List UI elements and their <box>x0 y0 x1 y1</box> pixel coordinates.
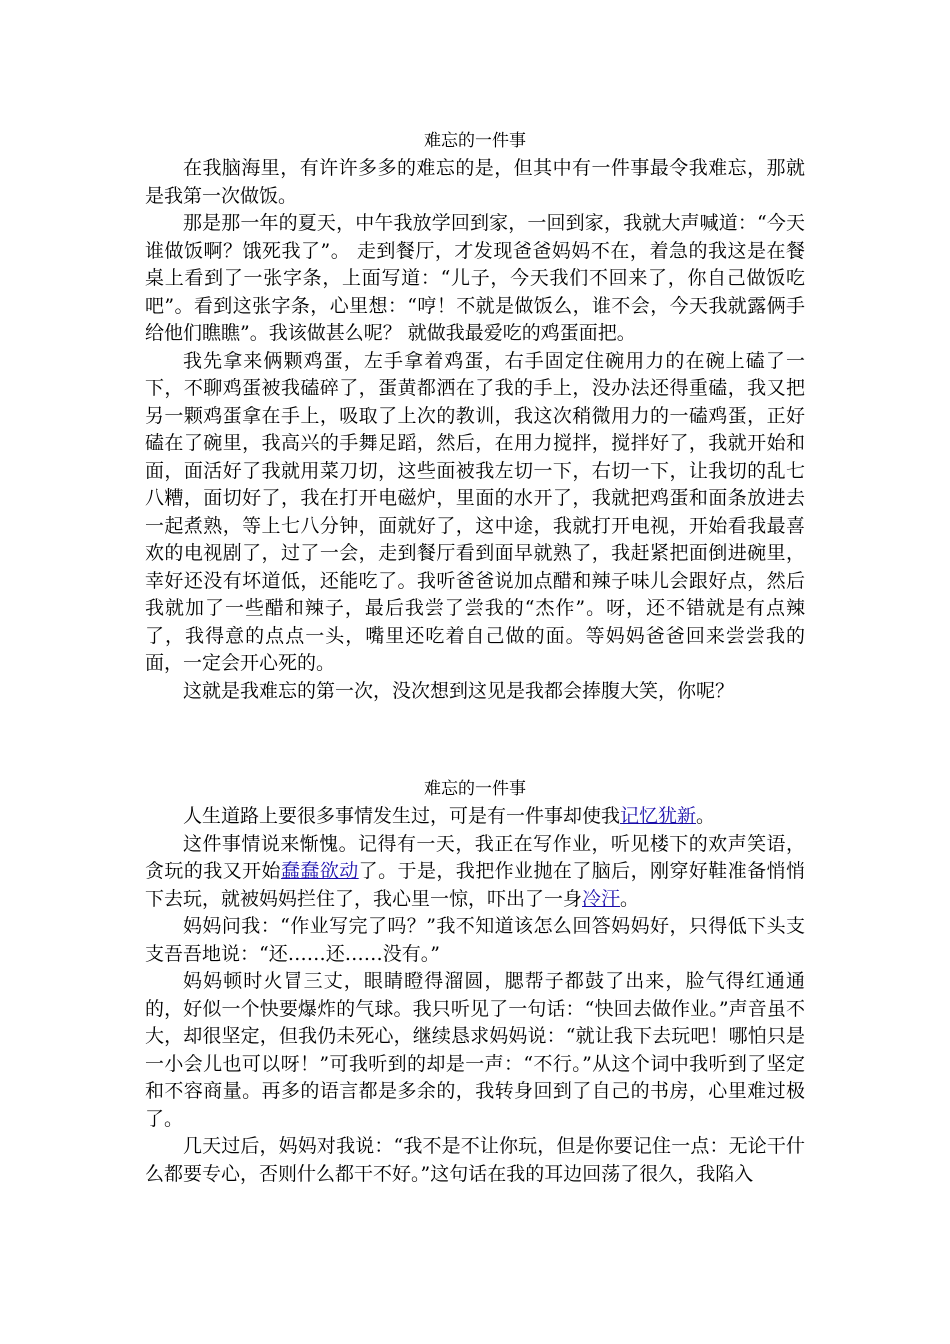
article-second <box>145 776 805 1188</box>
inline-link[interactable]: 蠢蠢欲动 <box>280 860 359 882</box>
paragraph <box>145 831 805 914</box>
paragraph-text: 妈妈问我：“作业写完了吗？”我不知道该怎么回答妈妈好，只得低下头支支吾吾地说：“还……还……没有。” <box>145 915 805 965</box>
article-title: 难忘的一件事 <box>424 779 526 799</box>
paragraph-text: 在我脑海里，有许许多多的难忘的是，但其中有一件事最令我难忘，那就是我第一次做饭。 <box>145 157 805 207</box>
paragraph <box>145 803 805 831</box>
inline-link[interactable]: 记忆犹新 <box>620 805 697 827</box>
paragraph-text: 我先拿来俩颗鸡蛋，左手拿着鸡蛋，右手固定住碗用力的在碗上磕了一下，不聊鸡蛋被我磕碎了，蛋黄都洒在了我的手上，没办法还得重磕，我又把另一颗鸡蛋拿在手上，吸取了上次的教训，我这次稍微用力的一磕鸡蛋，正好磕在了碗里，我高兴的手舞足蹈，然后，在用力搅拌，搅拌好了，我就开始和面，面活好了我就用菜刀切，这些面被我左切一下，右切一下，让我切的乱七八糟，面切好了，我在打开电磁炉，里面的水开了，我就把鸡蛋和面条放进去一起煮熟，等上七八分钟，面就好了，这中途，我就打开电视，开始看我最喜欢的电视剧了，过了一会，走到餐厅看到面早就熟了，我赶紧把面倒进碗里，幸好还没有坏道低，还能吃了。我听爸爸说加点醋和辣子味儿会跟好点，然后我就加了一些醋和辣子，最后我尝了尝我的“杰作”。呀，还不错就是有点辣了，我得意的点点一头，嘴里还吃着自己做的面。等妈妈爸爸回来尝尝我的面，一定会开心死的。 <box>145 349 805 674</box>
paragraph-text: 。 <box>620 887 640 910</box>
paragraph <box>145 678 805 706</box>
article-title: 难忘的一件事 <box>424 131 526 151</box>
article-body <box>145 155 805 705</box>
article-first <box>145 128 805 705</box>
paragraph <box>145 913 805 968</box>
paragraph-text: 几天过后，妈妈对我说：“我不是不让你玩，但是你要记住一点：无论干什么都要专心，否则什么都干不好。”这句话在我的耳边回荡了很久，我陷入 <box>145 1135 805 1185</box>
paragraph <box>145 348 805 678</box>
inline-link[interactable]: 冷汗 <box>582 887 621 910</box>
paragraph <box>145 968 805 1133</box>
paragraph-text: 。 <box>696 805 716 827</box>
paragraph-text: 那是那一年的夏天，中午我放学回到家，一回到家，我就大声喊道：“今天谁做饭啊？饿死我了”。 走到餐厅，才发现爸爸妈妈不在，着急的我这是在餐桌上看到了一张字条，上面写道：“儿子，今天我们不回来了，你自己做饭吃吧”。看到这张字条，心里想：“哼！不就是做饭么，谁不会，今天我就露俩手给他们瞧瞧”。我该做甚么呢？ 就做我最爱吃的鸡蛋面把。 <box>145 212 805 344</box>
paragraph-text: 了。于是，我把作业抛在了脑后，刚穿好鞋准备悄悄下去玩，就被妈妈拦住了，我心里一惊，吓出了一身 <box>145 860 805 910</box>
paragraph-text: 妈妈顿时火冒三丈，眼睛瞪得溜圆，腮帮子都鼓了出来，脸气得红通通的，好似一个快要爆炸的气球。我只听见了一句话：“快回去做作业。”声音虽不大，却很坚定，但我仍未死心，继续恳求妈妈说：“就让我下去玩吧！哪怕只是一小会儿也可以呀！”可我听到的却是一声：“不行。”从这个词中我听到了坚定和不容商量。再多的语言都是多余的，我转身回到了自己的书房，心里难过极了。 <box>145 970 805 1130</box>
paragraph <box>145 155 805 210</box>
paragraph <box>145 1133 805 1188</box>
paragraph-text: 这就是我难忘的第一次，没次想到这见是我都会捧腹大笑，你呢？ <box>183 679 735 702</box>
paragraph-text: 这件事情说来惭愧。记得有一天，我正在写作业，听见楼下的欢声笑语，贪玩的我又开始 <box>145 832 805 882</box>
paragraph-text: 人生道路上要很多事情发生过，可是有一件事却使我 <box>183 805 621 827</box>
article-body <box>145 803 805 1188</box>
paragraph <box>145 210 805 348</box>
